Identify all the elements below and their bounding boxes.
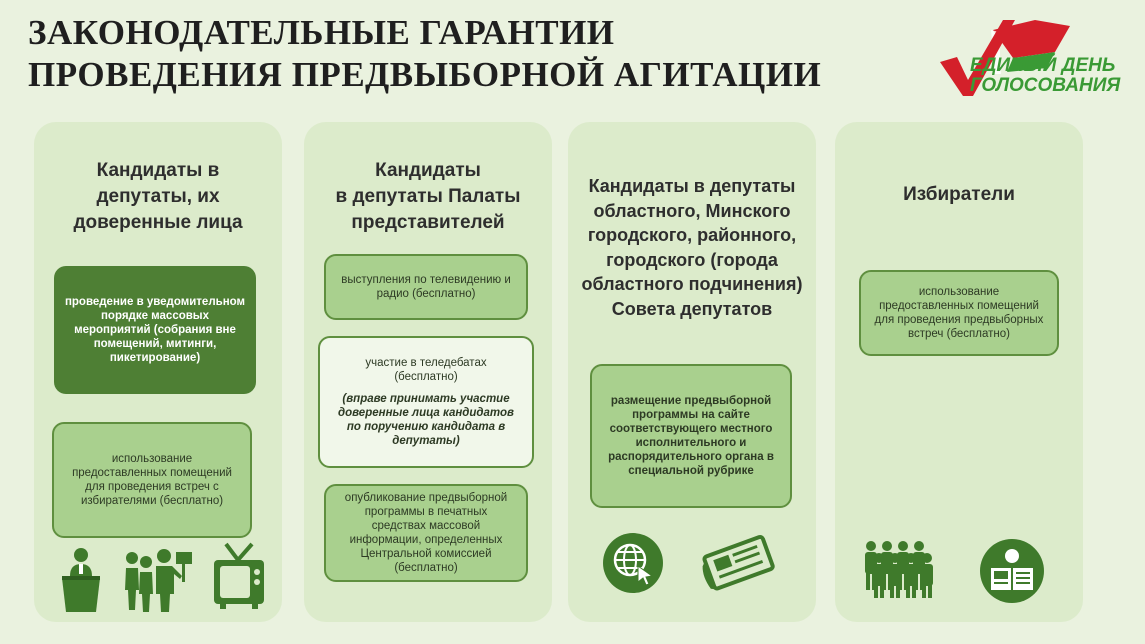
column-title-line: Кандидаты в — [96, 160, 220, 181]
box-text-line: программы в печатных — [364, 506, 488, 518]
column-title-line: Кандидаты в депутаты — [588, 176, 796, 196]
box-text-line: средствах массовой — [371, 520, 481, 532]
box-text-line: избирателями (бесплатно) — [80, 495, 224, 507]
box-text-line: выступления по телевидению и — [341, 274, 511, 286]
election-day-logo — [935, 12, 1125, 102]
box-text-line: пикетирование) — [109, 352, 201, 364]
column-voters — [835, 122, 1083, 622]
column-title-line: областного, Минского — [593, 200, 791, 221]
guarantee-box-voter-meetings — [859, 270, 1059, 356]
box-text-line: для проведения встреч с — [85, 481, 219, 493]
column-title-line: городского (города — [606, 249, 778, 270]
title-line: ЗАКОНОДАТЕЛЬНЫЕ ГАРАНТИИ — [28, 13, 615, 52]
newspaper-icon — [698, 534, 778, 594]
box-note — [338, 392, 514, 448]
column-title-line: в депутаты Палаты — [335, 186, 521, 207]
box-note-line: доверенные лица кандидатов — [338, 407, 514, 419]
logo-text-line: ЕДИНЫЙ ДЕНЬ — [970, 55, 1116, 76]
guarantee-box-premises-meetings — [52, 422, 252, 538]
box-text-line: встреч (бесплатно) — [908, 328, 1010, 340]
box-text-line: информации, определенных — [349, 534, 503, 546]
logo-text-line: ГОЛОСОВАНИЯ — [970, 75, 1121, 96]
column-title — [34, 158, 282, 236]
column-title-line: Кандидаты — [375, 160, 481, 181]
television-icon — [212, 542, 266, 610]
column-title — [568, 174, 816, 321]
column-local-councils — [568, 122, 816, 622]
speaker-podium-icon — [60, 546, 102, 612]
column-title-line: депутаты, их — [96, 186, 220, 207]
column-title — [304, 158, 552, 236]
title-line: ПРОВЕДЕНИЯ ПРЕДВЫБОРНОЙ АГИТАЦИИ — [28, 55, 822, 94]
box-note-line: депутаты) — [392, 435, 460, 447]
column-title-line: представителей — [351, 212, 505, 233]
box-text-line: для проведения предвыборных — [874, 314, 1044, 326]
guarantee-box-mass-events — [54, 266, 256, 394]
box-text-line: соответствующего местного — [609, 423, 773, 435]
column-title-line: Избиратели — [903, 184, 1015, 205]
box-text-line: порядке массовых — [100, 310, 210, 322]
box-note-line: по поручению кандидата в — [346, 421, 506, 433]
box-text-line: (бесплатно) — [394, 371, 458, 383]
people-group-icon — [861, 540, 941, 598]
protest-crowd-icon — [122, 546, 194, 612]
column-house-of-representatives — [304, 122, 552, 622]
box-text-line: проведение в уведомительном — [64, 296, 246, 308]
box-text-line: предоставленных помещений — [879, 300, 1039, 312]
guarantee-box-tv-debates — [318, 336, 534, 468]
box-text-line: (бесплатно) — [394, 562, 458, 574]
column-title-line: городского, районного, — [587, 225, 797, 245]
box-text-line: распорядительного органа в — [608, 451, 774, 463]
box-text-line: Центральной комиссией — [360, 548, 492, 560]
box-text-line: программы на сайте — [632, 409, 750, 421]
reading-newspaper-icon — [979, 538, 1045, 604]
column-title-line: областного подчинения) — [581, 274, 803, 294]
box-text-line: предоставленных помещений — [72, 467, 232, 479]
column-candidates-deputies — [34, 122, 282, 622]
box-text-line: участие в теледебатах — [365, 357, 487, 369]
box-note-line: (вправе принимать участие — [342, 393, 510, 405]
box-text-line: помещений, митинги, — [93, 338, 217, 350]
guarantee-box-tv-radio — [324, 254, 528, 320]
column-title-line: Совета депутатов — [611, 298, 773, 319]
guarantee-box-website-program — [590, 364, 792, 508]
box-text-line: исполнительного и — [635, 437, 747, 449]
guarantee-box-print-media — [324, 484, 528, 582]
box-text-line: использование — [111, 453, 193, 465]
box-text-line: мероприятий (собрания вне — [74, 324, 236, 336]
box-text-line: использование — [918, 286, 1000, 298]
page-title — [28, 12, 888, 96]
box-text-line: специальной рубрике — [628, 465, 754, 477]
box-text-line: опубликование предвыборной — [344, 492, 508, 504]
column-title-line: доверенные лица — [73, 212, 243, 233]
column-title — [835, 182, 1083, 208]
box-text-line: радио (бесплатно) — [376, 288, 476, 300]
web-globe-cursor-icon — [602, 532, 664, 594]
box-text-line: размещение предвыборной — [610, 395, 772, 407]
